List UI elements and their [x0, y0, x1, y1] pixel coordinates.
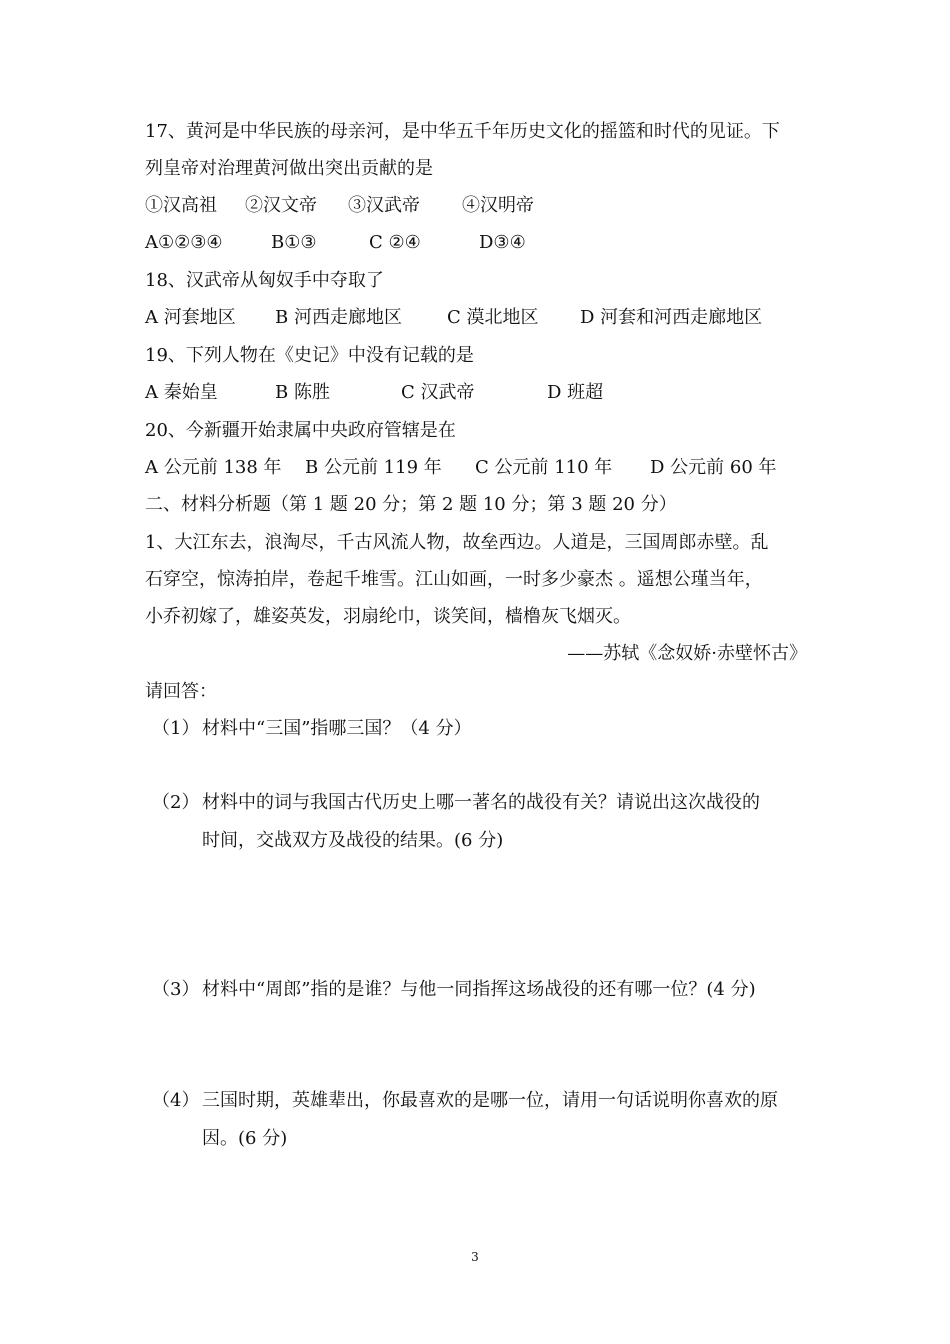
q20-option-d: D 公元前 60 年	[650, 457, 777, 478]
sub-question-2-number: （2）	[152, 792, 200, 813]
q19-stem: 19、下列人物在《史记》中没有记载的是	[145, 345, 474, 366]
sub-question-4-text-line1: 三国时期，英雄辈出，你最喜欢的是哪一位，请用一句话说明你喜欢的原	[202, 1090, 778, 1111]
q17-item-4: ④汉明帝	[462, 195, 534, 216]
material-line3: 小乔初嫁了，雄姿英发，羽扇纶巾，谈笑间，樯橹灰飞烟灭。	[145, 606, 631, 627]
q17-option-b: B①③	[271, 232, 317, 253]
sub-question-3-number: （3）	[152, 979, 200, 1000]
sub-question-1-number: （1）	[152, 718, 200, 739]
q20-option-a: A 公元前 138 年	[145, 457, 282, 478]
q17-stem-line2: 列皇帝对治理黄河做出突出贡献的是	[145, 158, 433, 179]
q20-stem: 20、今新疆开始隶属中央政府管辖是在	[145, 420, 456, 441]
q17-items	[145, 194, 534, 218]
q18-option-a: A 河套地区	[145, 307, 236, 328]
q20-option-c: C 公元前 110 年	[475, 457, 613, 478]
page-number: 3	[471, 1250, 479, 1264]
q17-option-d: D③④	[479, 232, 526, 253]
q18-stem: 18、汉武帝从匈奴手中夺取了	[145, 270, 384, 291]
material-source: ——苏轼《念奴娇·赤壁怀古》	[567, 643, 807, 664]
q17-stem-line1: 17、黄河是中华民族的母亲河，是中华五千年历史文化的摇篮和时代的见证。下	[145, 121, 780, 142]
sub-question-2-text-line2: 时间，交战双方及战役的结果。(6 分)	[202, 830, 504, 851]
material-line2: 石穿空，惊涛拍岸，卷起千堆雪。江山如画，一时多少豪杰 。遥想公瑾当年，	[145, 569, 763, 590]
q18-option-d: D 河套和河西走廊地区	[580, 307, 763, 328]
sub-question-3-text: 材料中“周郎”指的是谁？与他一同指挥这场战役的还有哪一位？(4 分)	[202, 979, 756, 1000]
q17-option-a: A①②③④	[145, 232, 223, 253]
sub-question-1-text: 材料中“三国”指哪三国？（4 分）	[202, 718, 472, 739]
q20-options	[145, 456, 777, 480]
q18-options	[145, 306, 762, 330]
q19-option-c: C 汉武帝	[401, 382, 475, 403]
q19-option-b: B 陈胜	[275, 382, 330, 403]
material-line1: 1、大江东去，浪淘尽，千古风流人物，故垒西边。人道是，三国周郎赤壁。乱	[145, 532, 769, 553]
sub-question-4-text-line2: 因。(6 分)	[202, 1128, 288, 1149]
q19-option-a: A 秦始皇	[145, 382, 218, 403]
sub-question-2-text-line1: 材料中的词与我国古代历史上哪一著名的战役有关？请说出这次战役的	[202, 792, 760, 813]
answer-prompt: 请回答：	[145, 681, 217, 702]
q18-option-b: B 河西走廊地区	[275, 307, 402, 328]
q19-options	[145, 381, 603, 405]
q17-options	[145, 231, 526, 255]
q17-option-c: C ②④	[369, 232, 421, 253]
q17-item-1: ①汉高祖	[145, 195, 217, 216]
q18-option-c: C 漠北地区	[447, 307, 539, 328]
q17-item-3: ③汉武帝	[348, 195, 420, 216]
q20-option-b: B 公元前 119 年	[305, 457, 442, 478]
section2-heading: 二、材料分析题（第 1 题 20 分；第 2 题 10 分；第 3 题 20 分）	[145, 494, 677, 515]
q19-option-d: D 班超	[547, 382, 604, 403]
q17-item-2: ②汉文帝	[245, 195, 317, 216]
sub-question-4-number: （4）	[152, 1090, 200, 1111]
